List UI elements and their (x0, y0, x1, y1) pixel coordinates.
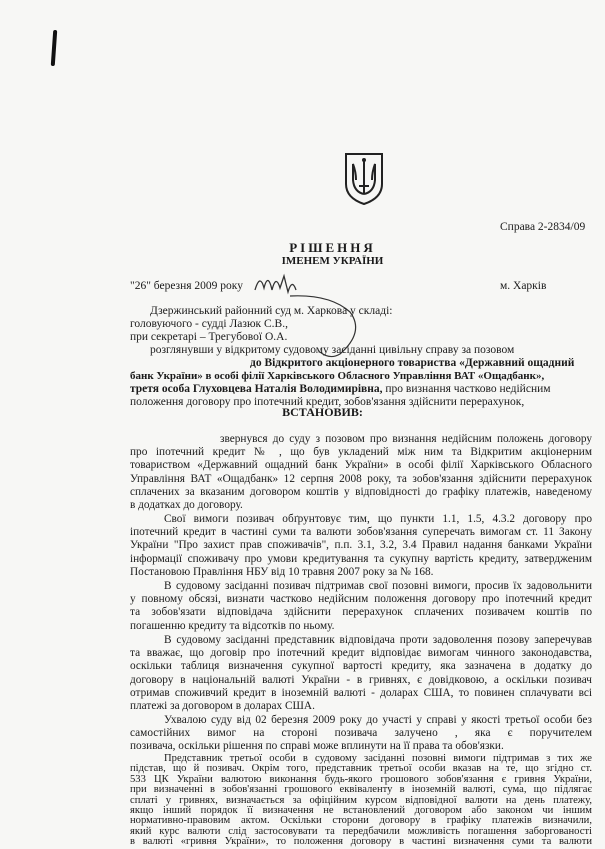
paragraph-line: сплаті у гривнях, визначається за офіційним курсом відповідної валюти на день платежу, (130, 794, 592, 806)
paragraph-line: в додатках до договору. (130, 499, 243, 512)
paragraph-1 (130, 433, 592, 512)
paragraph-line: інформації споживачу про умови кредитування та сукупну вартість кредиту, затвердженим (130, 552, 592, 565)
paragraph-line: про іпотечний кредит № , що був укладений між ним та Відкритим акціонерним (130, 446, 592, 459)
paragraph-line: отримав споживчий кредит в іноземній валюті - доларах США, то повинен сплачувати всі (130, 686, 592, 699)
paragraph-3 (130, 580, 592, 633)
paragraph-5 (130, 714, 592, 754)
party-line-1: до Відкритого акціонерного товариства «Державний ощадний (250, 357, 575, 369)
paragraph-line: самостійних вимог на стороні позивача залучено , яка є поручителем (130, 727, 592, 740)
paragraph-line: при визначенні в зобов'язанні грошового еквіваленту в іноземній валюті, сума, що підлягає (130, 784, 592, 796)
paragraph-line: 533 ЦК України валютою виконання будь-якого грошового зобов'язання є гривня України, (130, 773, 592, 785)
party-line-3 (130, 383, 551, 396)
case-number: Справа 2-2834/09 (500, 221, 586, 233)
paragraph-line: Представник третьої особи в судовому засіданні позовні вимоги підтримав з тих же (164, 753, 592, 764)
paragraph-6 (130, 754, 592, 848)
paragraph-line: платежі за договором в доларах США. (130, 700, 315, 713)
paragraph-line: Управління ВАТ «Ощадбанк» 12 серпня 2008 року, та зобов'язання здійснити перерахунок (130, 472, 592, 485)
paragraph-line: який курс валюти слід застосовувати та передбачили можливість погашення заборгованості (130, 825, 592, 837)
paragraph-line: в валюті «гривня України», то положення договору в частині визначення суми та валюти (130, 836, 592, 848)
paragraph-line: Свої вимоги позивач обґрунтовує тим, що пункти 1.1, 1.5, 4.3.2 договору про (164, 513, 592, 525)
paragraph-line: нормативно-правовим актом. Оскільки сторони договору в графіку платежів визначили, (130, 815, 592, 827)
paragraph-line: договору в національній валюті України - в гривнях, є довідковою, а оскільки позивач (130, 673, 592, 686)
court-line-1: Дзержинський районний суд м. Харкова у складі: (150, 305, 393, 317)
paragraph-line: підстав, що й позивач. Окрім того, представник третьої особи вказав на те, що згідно ст. (130, 763, 592, 775)
paragraph-line: товариством «Державний ощадний банк України» в особі філії Харківського Обласного (130, 459, 592, 472)
paragraph-line: позивача, оскільки рішення по справі може вплинути на її права та обов'язки. (130, 740, 504, 753)
decision-title: РІШЕННЯ (289, 240, 376, 255)
paragraph-line: та вважає, що договір про іпотечний кредит відповідає вимогам чинного законодавства, (130, 647, 592, 660)
paragraph-line: якщо інший порядок її визначення не встановлений договором або законом чи іншим (130, 805, 592, 817)
paragraph-line: Постановою Правління НБУ від 10 травня 2007 року за № 168. (130, 565, 434, 578)
party-line-2: банк України» в особі філії Харківського Обласного Управління ВАТ «Ощадбанк», (130, 370, 545, 382)
decision-subtitle: ІМЕНЕМ УКРАЇНИ (281, 255, 384, 267)
third-party-name: третя особа Глуховцева Наталія Володимирівна, (130, 383, 383, 395)
paragraph-line: погашенню кредиту та відсотків по ньому. (130, 619, 335, 632)
decision-date: "26" березня 2009 року (130, 280, 243, 292)
paragraph-line: сплачених за вказаним договором коштів у відповідності до графіку платежів, наведеному (130, 485, 592, 498)
paragraph-line: оскільки таблиця визначення сукупної вартості кредиту, яка зазначена в додатку до (130, 660, 592, 673)
paragraph-line: та зобов'язати відповідача здійснити перерахунок сплачених позивачем коштів по (130, 606, 592, 619)
paragraph-line: В судовому засіданні представник відповідача проти задоволення позову заперечував (164, 634, 592, 646)
paragraph-line: В судовому засіданні позивач підтримав свої позовні вимоги, просив їх задовольнити (164, 580, 592, 592)
paragraph-line: у повному обсязі, визнати частково недійсним положення договору про іпотечний кредит (130, 593, 592, 606)
paragraph-2 (130, 513, 592, 579)
party-line-4: положення договору про іпотечний кредит, зобов'язання здійснити перерахунок, (130, 396, 525, 408)
paragraph-line: України "Про захист прав споживачів", п.п. 3.1, 3.2, 3.4 Правил надання банками України (130, 539, 592, 552)
trident-emblem-icon (342, 150, 386, 206)
handwritten-mark (51, 30, 58, 66)
court-line-3: при секретарі – Трегубової О.А. (130, 331, 288, 343)
paragraph-line: іпотечний кредит в частині суми та валюти зобов'язання суперечать вимогам ст. 11 Закону (130, 526, 592, 539)
paragraph-line: Ухвалою суду від 02 березня 2009 року до участі у справі у якості третьої особи без (164, 714, 592, 726)
party-line-3-rest: про визнання частково недійсним (382, 383, 551, 395)
paragraph-4 (130, 634, 592, 713)
decision-city: м. Харків (500, 280, 547, 292)
court-line-4: розглянувши у відкритому судовому засіданні цивільну справу за позовом (150, 344, 515, 356)
established-heading: ВСТАНОВИВ: (282, 405, 363, 419)
court-line-2: головуючого - судді Лазюк С.В., (130, 318, 288, 330)
paragraph-line: звернувся до суду з позовом про визнання недійсним положень договору (220, 433, 592, 445)
